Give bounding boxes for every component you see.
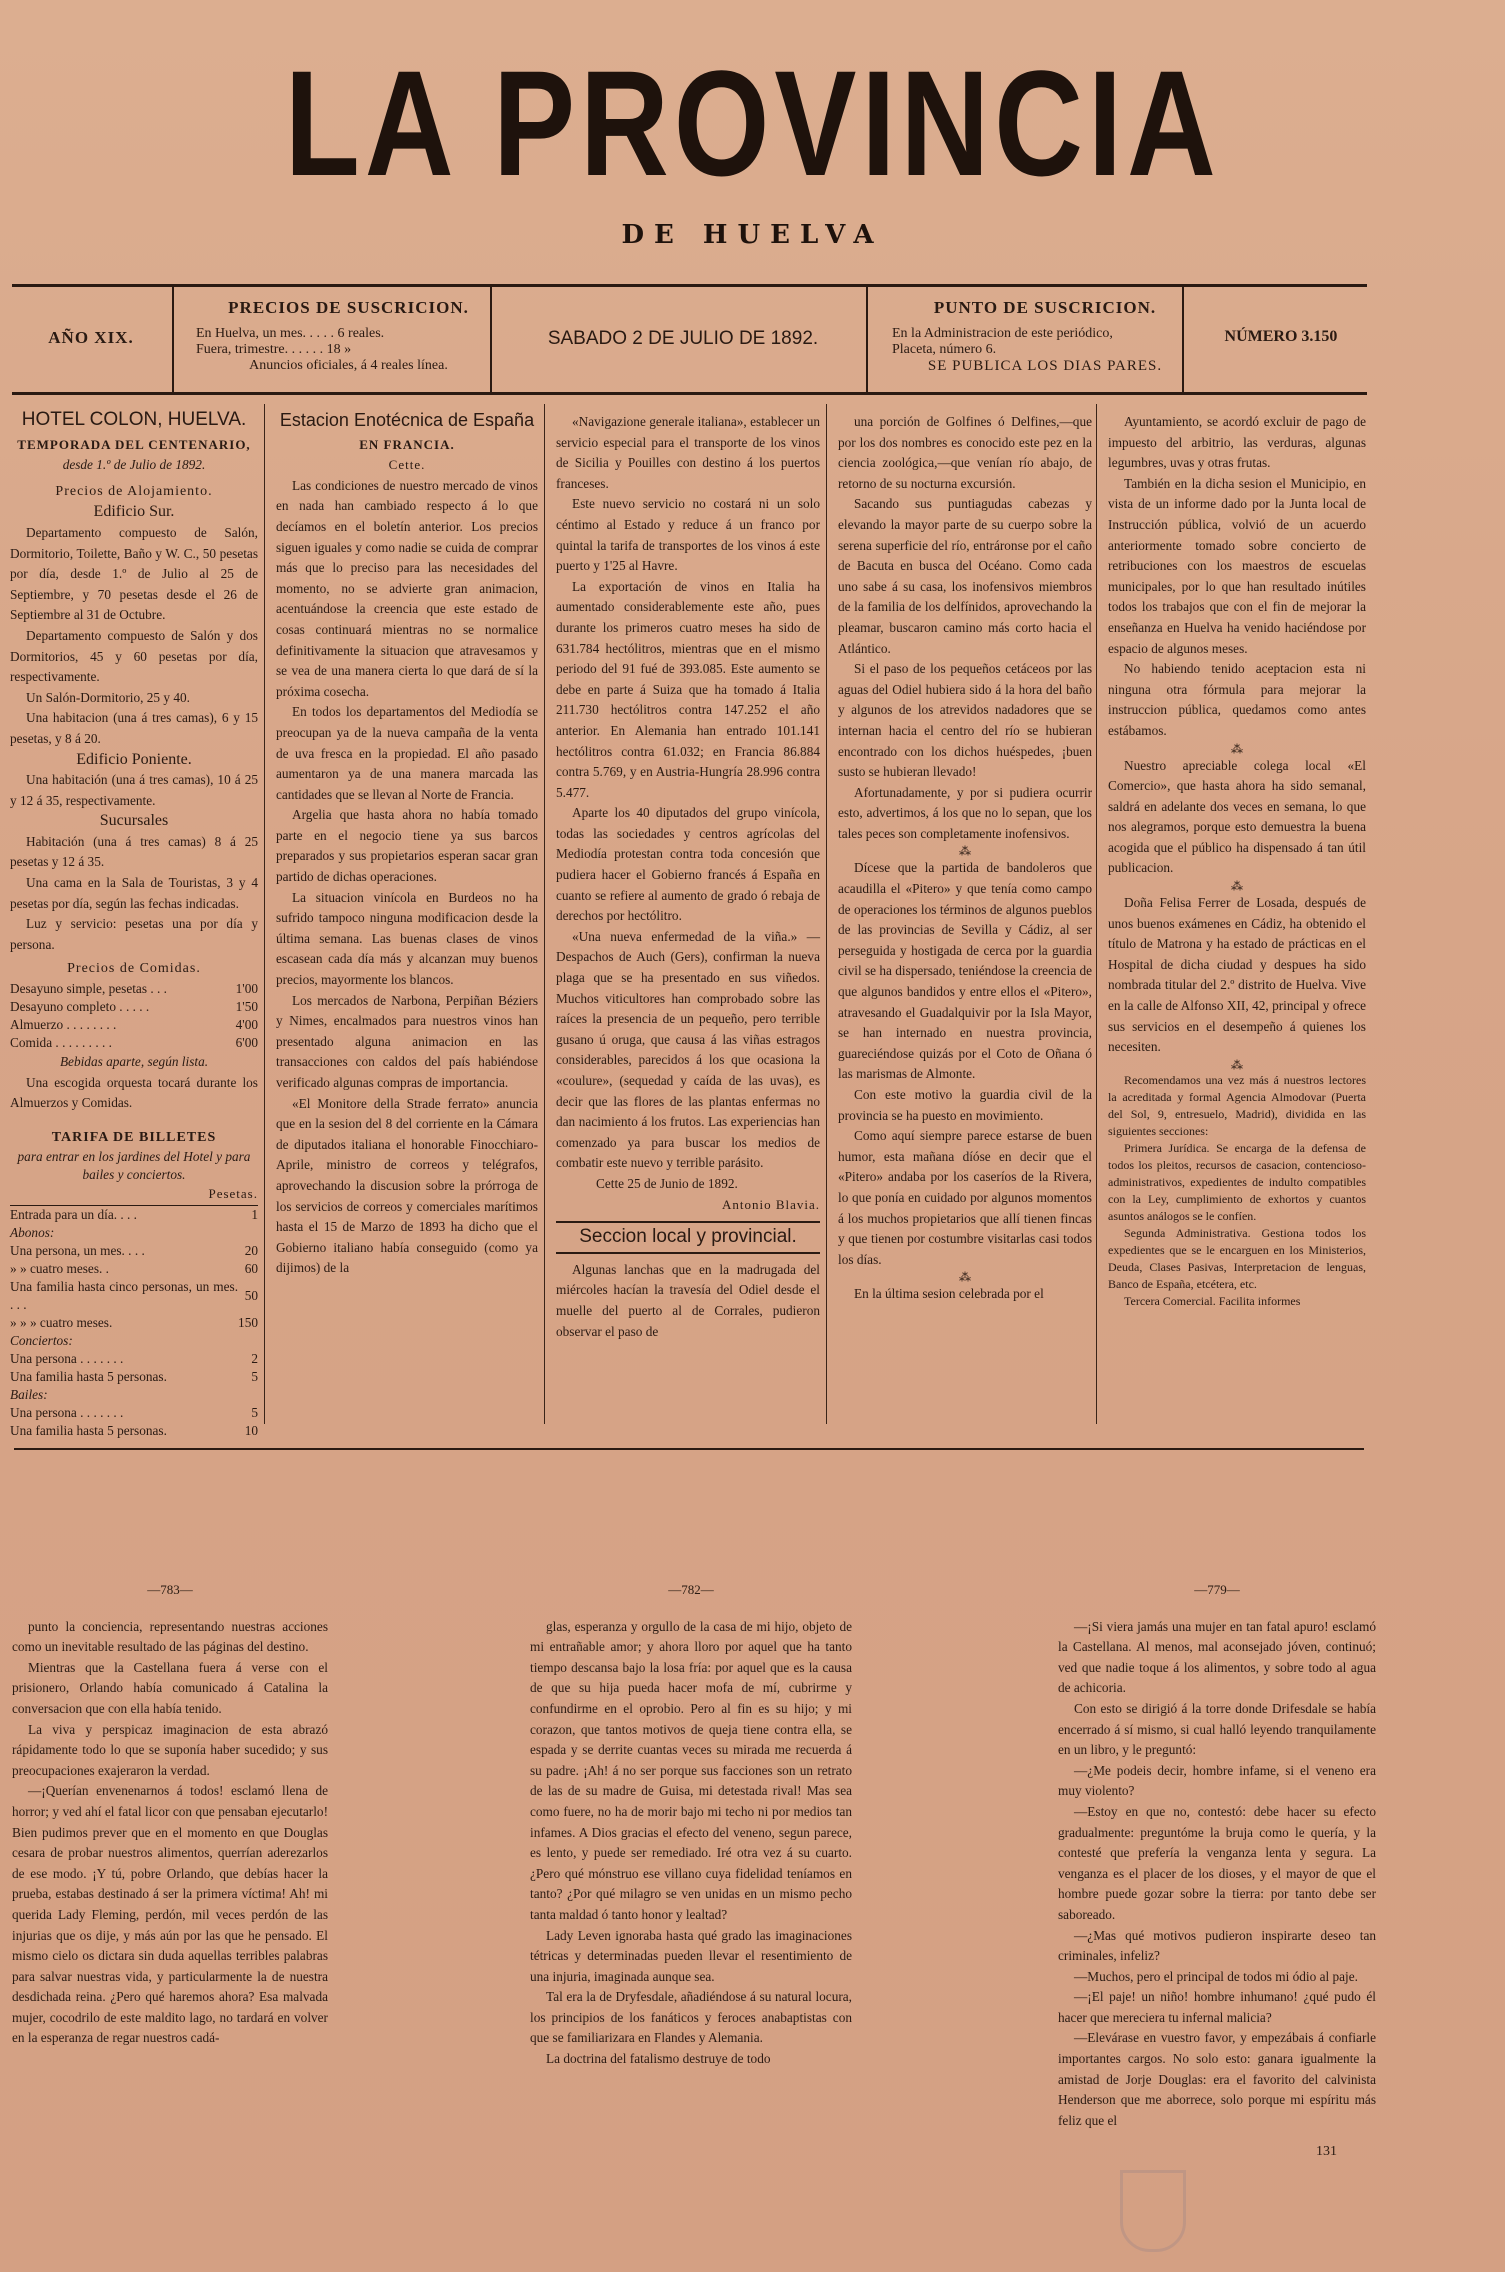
article-paragraph: No habiendo tenido aceptacion esta ni ninguna otra fórmula para mejorar la instruccion pública, quedamos como antes estábamos. <box>1108 661 1366 738</box>
serial-paragraph: Tal era la de Dryfesdale, añadiéndose á su natural locura, los principios de los fanáticos y feroces anabaptistas con que se familiarizara en Flandes y Alemania. <box>530 1989 852 2046</box>
article-author: Antonio Blavia. <box>721 1196 820 1212</box>
serial-paragraph: —Elevárase en vuestro favor, y empezábais á confiarle importantes cargos. No solo esto: ganara igualmente la amistad de Jorje Douglas: era el favorito del calvinista Henderson que me aborrece, solo porque mi espíritu más feliz que el <box>1058 2030 1376 2128</box>
table-row <box>10 1034 258 1052</box>
ticket-name: Una persona . . . . . . . <box>10 1351 124 1366</box>
pesetas-header: Pesetas. <box>10 1184 258 1206</box>
serial-paragraph: punto la conciencia, representando nuestras acciones como un inevitable resultado de las páginas del destino. <box>12 1618 328 1655</box>
ticket-name: Entrada para un día. . . . <box>10 1207 138 1222</box>
article-paragraph: La exportación de vinos en Italia ha aumentado considerablemente este año, pues durante los primeros cuatro meses ha sido de 631.784 hectólitros, mientras que en el mismo periodo del 91 fué de 393.085. Este aumento se debe en parte á Suiza que ha tomado á Italia 211.730 hectólitros contra 147.252 el año anterior. En Alemania han entrado 101.141 hectólitros contra 61.032; en Francia 86.884 contra 5.769, y en Austria-Hungría 28.996 contra 5.477. <box>556 578 820 800</box>
archive-watermark <box>1120 2170 1420 2250</box>
article-paragraph: «El Monitore della Strade ferrato» anuncia que en la sesion del 8 del corriente en la Cámara de diputados italiana el honorable Finocchiaro-Aprile, ministro de correos y telégrafos, aprovechando la discusion sobre la prórroga de los servicios de correos y comerciales marítimos hasta el 15 de Marzo de 1893 ha dicho que el Gobierno italiano había conseguido (como ya dijimos) de la <box>276 1095 538 1276</box>
meal-price: 1'00 <box>235 981 258 997</box>
article-paragraph: Este nuevo servicio no costará ni un solo céntimo al Estado y reduce á un franco por quintal la tarifa de transportes de los vinos á este puerto y 1'25 al Havre. <box>556 496 820 574</box>
price-line: Fuera, trimestre. . . . . . 18 » <box>196 342 352 357</box>
ad-paragraph: Departamento compuesto de Salón y dos Dormitorios, 45 y 60 pesetas por día, respectivamente. <box>10 627 258 685</box>
article-paragraph: una porción de Golfines ó Delfines,—que por los dos nombres es conocido este pez en la ciencia zoológica,—que venían río abajo, de retorno de su nocturna excursión. <box>838 414 1092 491</box>
branches-title: Sucursales <box>99 812 169 830</box>
ticket-name: Una persona . . . . . . . <box>10 1405 124 1420</box>
ticket-price: 60 <box>244 1261 258 1276</box>
ticket-name: Una familia hasta 5 personas. <box>10 1369 167 1384</box>
ticket-price <box>238 1386 258 1404</box>
year-cell <box>12 288 170 388</box>
ticket-price: 1 <box>251 1207 258 1222</box>
info-bar <box>12 288 1367 388</box>
ad-paragraph: Una habitacion (una á tres camas), 6 y 15 pesetas, y 8 á 20. <box>10 710 258 746</box>
table-row <box>10 1422 258 1440</box>
table-row <box>10 1404 258 1422</box>
table-row <box>10 1260 258 1278</box>
article-dateline: Cette 25 de Junio de 1892. <box>596 1175 738 1191</box>
header-bottom-rule <box>12 392 1367 395</box>
serial-page-number: —779— <box>1194 1582 1240 1597</box>
article-paragraph: Recomendamos una vez más á nuestros lectores la acreditada y formal Agencia Almodovar (Puerta del Sol, 9, entresuelo, Madrid), dividida en las siguientes secciones: <box>1108 1072 1366 1138</box>
ticket-price: 50 <box>244 1288 258 1303</box>
serial-page-number: —782— <box>668 1582 714 1597</box>
article-paragraph: Nuestro apreciable colega local «El Comercio», que hasta ahora ha sido semanal, saldrá en adelante dos veces en semana, lo que nos alegramos, porque esto demuestra la buena acogida que el público ha dispensado á tan útil publicacion. <box>1108 757 1366 876</box>
local-section-title: Seccion local y provincial. <box>556 1221 820 1254</box>
meal-name: Desayuno completo . . . . . <box>10 999 150 1015</box>
serial-paragraph: glas, esperanza y orgullo de la casa de mi hijo, objeto de mi entrañable amor; y ahora lloro por aquel que ha tanto tiempo descansa bajo la losa fría: por aquel que es la causa de que su hija pueda hacer mofa de mí, cubrirme y confundirme en el oprobio. Pero al fin es su hijo; y mi corazon, que tantos motivos de queja tiene contra ella, se espada y se derrite cuantas veces su mirada me recuerda á su padre. ¡Ah! á no ser porque sus facciones son un retrato de las de su madre de Guisa, mi detestada rival! Mas sea como fuere, no ha de morir bajo mi techo ni por medios tan infames. A Dios gracias el efecto del veneno, segun parece, es lento, y puede ser remediado. Iré otra vez á su cuarto. ¿Pero qué mónstruo ese villano cuya fidelidad teníamos en tanto? ¿Por qué milagro se ven unidas en un mismo pecho tanta maldad ó tanto honor y lealtad? <box>530 1618 852 1922</box>
ad-paragraph: Habitación (una á tres camas) 8 á 25 pesetas y 12 á 35. <box>10 833 258 870</box>
lodging-prices-title: Precios de Alojamiento. <box>55 483 213 499</box>
article-paragraph: Sacando sus puntiagudas cabezas y elevando la mayor parte de su cuerpo sobre la serena superficie del río, entráronse por el caño de Bacuta en busca del Océano. Como cada uno sabe á su casa, los inofensivos miembros de la familia de los delfínidos, aprovechando la pleamar, buscaron camino más corto hacia el Atlántico. <box>838 496 1092 656</box>
column-local-news <box>838 400 1092 1305</box>
article-paragraph: Los mercados de Narbona, Perpiñan Béziers y Nimes, encalmados para nuestros vinos han presentado alguna animacion en las transacciones con caldos del país habiéndose verificado algunas compras de importancia. <box>276 992 538 1090</box>
publication-days: SE PUBLICA LOS DIAS PARES. <box>927 358 1163 374</box>
price-line: Anuncios oficiales, á 4 reales línea. <box>249 358 448 373</box>
article-paragraph: Afortunadamente, y por si pudiera ocurrir esto, advertimos, á los que no lo sepan, que los tales peces son completamente inofensivos. <box>838 784 1092 841</box>
table-row <box>10 980 258 998</box>
serial-paragraph: La doctrina del fatalismo destruye de todo <box>546 2051 771 2067</box>
article-paragraph: Aparte los 40 diputados del grupo vinícola, todas las sociedades y centros agrícolas del Mediodía protestan contra toda concesión que pudiera hacer el Gobierno francés á España en cuanto se refiere al aumento de grado ó rebaja de derechos por hectólitro. <box>556 805 820 924</box>
section-divider <box>14 1448 1364 1450</box>
ticket-group: Abonos: <box>10 1225 55 1240</box>
issue-date: SABADO 2 DE JULIO DE 1892. <box>547 328 819 349</box>
table-row <box>10 1314 258 1332</box>
hotel-season: TEMPORADA DEL CENTENARIO, <box>17 436 251 452</box>
article-paragraph: Con este motivo la guardia civil de la provincia se ha puesto en movimiento. <box>838 1087 1092 1123</box>
table-row <box>10 1350 258 1368</box>
masthead <box>0 39 1505 250</box>
meal-price: 1'50 <box>235 999 258 1015</box>
header-top-rule <box>12 284 1367 287</box>
article-paragraph: Tercera Comercial. Facilita informes <box>1124 1293 1301 1308</box>
drinks-note: Bebidas aparte, según lista. <box>59 1054 209 1070</box>
serial-page-number: —783— <box>147 1582 193 1597</box>
serial-paragraph: —¿Me podeis decir, hombre infame, si el veneno era muy violento? <box>1058 1762 1376 1799</box>
serial-paragraph: —¡El paje! un niño! hombre inhumano! ¿qué pudo él hacer que mereciera tu infernal malicia? <box>1058 1989 1376 2025</box>
article-paragraph: También en la dicha sesion el Municipio, en vista de un informe dado por la Junta local de Instrucción pública, volvió de un acuerdo anteriormente tomado sobre concierto de retribuciones con los maestros de escuelas municipales, por lo que han resultado inútiles todos los trabajos que con el fin de mejorar la enseñanza en Huelva ha venido haciéndose por espacio de algunos meses. <box>1108 475 1366 656</box>
article-subheading: EN FRANCIA. <box>359 436 455 452</box>
article-paragraph: Las condiciones de nuestro mercado de vinos en nada han cambiado respecto á lo que decíamos en el boletín anterior. Los precios siguen iguales y como nadie se cuida de comprar más que lo preciso para las necesidades del momento, no se advierte gran animacion, acentuándose la creencia que este estado de cosas continuará mientras no se normalice definitivamente la situacion que atravesamos y se vea de una manera cierta lo que dará de sí la próxima cosecha. <box>276 477 538 699</box>
hotel-season-date: desde 1.º de Julio de 1892. <box>62 457 206 473</box>
serial-paragraph: —Estoy en que no, contestó: debe hacer su efecto gradualmente: preguntóme la bruja como le quería, y la contesté que prefería la venganza lenta y segura. La venganza es el placer de los dioses, y el mayor de que el hombre puede gozar sobre la tierra: por tanto debe ser saboreado. <box>1058 1803 1376 1922</box>
meal-name: Comida . . . . . . . . . <box>10 1035 112 1051</box>
column-vinos-local <box>556 400 820 1342</box>
serial-paragraph: Con esto se dirigió á la torre donde Drifesdale se había encerrado á sí mismo, si cual halló leyendo tranquilamente en un libro, y le preguntó: <box>1058 1700 1376 1758</box>
prices-cell <box>182 288 501 388</box>
meal-name: Almuerzo . . . . . . . . <box>10 1017 117 1033</box>
asterism-icon: ⁂ <box>1231 1057 1243 1072</box>
ticket-price: 5 <box>251 1405 258 1420</box>
serial-paragraph: Mientras que la Castellana fuera á verse con el prisionero, Orlando había comunicado á Catalina la conversacion que con ella había tenido. <box>12 1659 328 1716</box>
column-local-news-2 <box>1108 400 1366 1310</box>
ticket-name: Una familia hasta cinco personas, un mes. . . . <box>10 1279 239 1312</box>
hotel-name: HOTEL COLON, HUELVA. <box>21 409 247 430</box>
ticket-price-table <box>10 1206 258 1440</box>
article-place: Cette. <box>388 457 426 473</box>
ticket-name: » » » cuatro meses. <box>10 1315 113 1330</box>
price-line: En Huelva, un mes. . . . . 6 reales. <box>196 326 385 341</box>
ticket-name: » » cuatro meses. . <box>10 1261 109 1276</box>
ticket-group: Conciertos: <box>10 1333 73 1348</box>
ticket-name: Una familia hasta 5 personas. <box>10 1423 167 1438</box>
ticket-price: 20 <box>244 1243 258 1258</box>
article-paragraph: Primera Jurídica. Se encarga de la defensa de todos los pleitos, recursos de casacion, contencioso-administrativos, expedientes de indulto compatibles con la Ley, cumplimiento de exhortos y cuantos asuntos análogos se le confíen. <box>1108 1140 1366 1223</box>
asterism-icon: ⁂ <box>1231 879 1243 894</box>
table-row <box>10 998 258 1016</box>
serial-paragraph: —Muchos, pero el principal de todos mi ódio al paje. <box>1074 1968 1358 1984</box>
main-columns <box>10 400 1370 1440</box>
prices-heading: PRECIOS DE SUSCRICION. <box>228 298 469 317</box>
serial-paragraph: —¿Mas qué motivos pudieron inspirarte deseo tan criminales, infeliz? <box>1058 1927 1376 1964</box>
ticket-name: Una persona, un mes. . . . <box>10 1243 145 1258</box>
ad-paragraph: Una cama en la Sala de Touristas, 3 y 4 pesetas por día, según las fechas indicadas. <box>10 875 258 911</box>
article-paragraph: Ayuntamiento, se acordó excluir de pago de impuesto del arbitrio, las verduras, algunas legumbres, uvas y otras frutas. <box>1108 414 1366 471</box>
article-paragraph: Si el paso de los pequeños cetáceos por las aguas del Odiel hubiera sido á la hora del baño y algunos de los atrevidos nadadores que se internan hacia el centro del río se hubieran encontrado con los dichos huéspedes, ¡buen susto se hubieran llevado! <box>838 661 1092 780</box>
ticket-tariff-subtitle: para entrar en los jardines del Hotel y para bailes y conciertos. <box>17 1149 251 1183</box>
serial-paragraph: Lady Leven ignoraba hasta qué grado las imaginaciones tétricas y determinadas pueden llevar el resentimiento de una injuria, imaginada aunque sea. <box>530 1927 852 1984</box>
article-paragraph: Argelia que hasta ahora no había tomado parte en el negocio tiene ya sus barcos preparados y sus propietarios esperan sacar gran partido de dichas operaciones. <box>276 807 538 885</box>
ad-paragraph: Una habitación (una á tres camas), 10 á 25 y 12 á 35, respectivamente. <box>10 772 258 808</box>
serial-paragraph: La viva y perspicaz imaginacion de esta abrazó rápidamente todo lo que se suponía haber sucedido; y sus preocupaciones exajeraron la verdad. <box>12 1721 328 1778</box>
building-west-title: Edificio Poniente. <box>76 750 192 768</box>
article-paragraph: «Navigazione generale italiana», establecer un servicio especial para el transporte de los vinos de Sicilia y Pouilles con destino á los puertos franceses. <box>556 414 820 491</box>
newspaper-title: LA PROVINCIA <box>284 39 1221 207</box>
article-paragraph: «Una nueva enfermedad de la viña.» —Despachos de Auch (Gers), confirman la nueva plaga que se ha presentado en sus viñedos. Muchos viticultores han comprobado sobre las raíces la presencia de un pequeño, pero terrible gusano ú oruga, que causa á las viñas estragos considerables, parecidos á los que ocasiona la «coulure», (sequedad y caída de las uvas), es decir que las flores de las plantas enfermas no dan nacimiento á los frutos. Las experiencias han comenzado ya para buscar los medios de combatir este nuevo y terrible parásito. <box>556 928 820 1171</box>
ticket-price: 10 <box>244 1423 258 1438</box>
point-line: En la Administracion de este periódico, <box>892 326 1113 341</box>
column-enotecnica <box>276 400 538 1279</box>
ticket-tariff-title: TARIFA DE BILLETES <box>51 1129 217 1145</box>
ad-paragraph: Luz y servicio: pesetas una por día y persona. <box>10 916 258 952</box>
number-cell <box>1196 288 1366 388</box>
table-row <box>10 1386 258 1404</box>
ticket-group: Bailes: <box>10 1387 48 1402</box>
ad-paragraph: Un Salón-Dormitorio, 25 y 40. <box>26 689 190 705</box>
shield-icon <box>1120 2170 1186 2252</box>
ticket-price <box>238 1332 258 1350</box>
issue-year: AÑO XIX. <box>48 328 134 347</box>
serial-page-779 <box>1058 1580 1376 2131</box>
article-paragraph: En todos los departamentos del Mediodía se preocupan ya de la nueva campaña de la venta de uva fresca en la propiedad. El año pasado aumentaron ya de una manera marcada las cantidades que se llevan al Norte de Francia. <box>276 704 538 802</box>
building-south-title: Edificio Sur. <box>93 503 175 521</box>
point-line: Placeta, número 6. <box>892 342 997 357</box>
table-row <box>10 1206 258 1224</box>
serial-page-782 <box>530 1580 852 2070</box>
article-paragraph: En la última sesion celebrada por el <box>854 1286 1044 1302</box>
asterism-icon: ⁂ <box>959 844 971 859</box>
page-number: 131 <box>1316 2144 1337 2159</box>
column-hotel-ad <box>10 400 258 1440</box>
point-cell <box>878 288 1198 388</box>
ticket-price: 2 <box>251 1351 258 1366</box>
meal-prices-title: Precios de Comidas. <box>67 961 201 977</box>
serial-page-783 <box>12 1580 328 2049</box>
ticket-price <box>238 1224 258 1242</box>
date-cell <box>502 288 864 388</box>
article-heading: Estacion Enotécnica de España <box>279 410 535 430</box>
ad-paragraph: Una escogida orquesta tocará durante los Almuerzos y Comidas. <box>10 1074 258 1111</box>
asterism-icon: ⁂ <box>1231 741 1243 756</box>
meal-name: Desayuno simple, pesetas . . . <box>10 981 167 997</box>
serial-paragraph: —¡Querían envenenarnos á todos! esclamó llena de horror; y ved ahí el fatal licor con que pensaban ejecutarlo! Bien pudimos prever que en el momento en que Douglas cesara de probar nuestros alimentos, querrían aderezarlos de ese modo. ¡Y tú, pobre Orlando, que debías hacer la prueba, estabas destinado á ser la primera víctima! Ah! mi querida Lady Fleming, perdón, mil veces perdón de las injurias que os dije, y más aún por las que he pensado. El mismo cielo os dictara sin duda aquellas terribles palabras para salvar nuestras vida, y particularmente la de nuestra desdichada reina. ¿Pero qué haremos ahora? Esa malvada mujer, cocodrilo de este maldito lago, no tardará en volver en la esperanza de regar nuestros cadá- <box>12 1783 328 2046</box>
ad-paragraph: Departamento compuesto de Salón, Dormitorio, Toilette, Baño y W. C., 50 pesetas por día, desde 1.º de Julio al 25 de Septiembre, y 70 pesetas desde el 26 de Septiembre al 31 de Octubre. <box>10 524 258 623</box>
article-paragraph: Algunas lanchas que en la madrugada del miércoles hacían la travesía del Odiel desde el muelle del puerto al de Corrales, pudieron observar el paso de <box>556 1261 820 1339</box>
point-heading: PUNTO DE SUSCRICION. <box>933 298 1157 317</box>
table-row <box>10 1368 258 1386</box>
table-row <box>10 1278 258 1314</box>
issue-number: NÚMERO 3.150 <box>1224 328 1338 345</box>
article-paragraph: Como aquí siempre parece estarse de buen humor, esta mañana díóse en decir que el «Pitero» andaba por los caseríos de la Rivera, lo que ponía en cuidado por algunos momentos á los muchos propietarios que allí tienen fincas y que tienen por costumbre visitarlas casi todos los días. <box>838 1128 1092 1267</box>
ticket-price: 150 <box>238 1315 258 1330</box>
table-row <box>10 1224 258 1242</box>
article-paragraph: Dícese que la partida de bandoleros que acaudilla el «Pitero» y que tenía como campo de operaciones los términos de algunos pueblos de las provincias de Sevilla y Cádiz, al ser perseguida y hostigada de cerca por la guardia civil se ha dispersado, teniéndose la creencia de que algunos bandidos y entre ellos el «Pitero», atravesando el Guadalquivir por la Isla Mayor, se han internado en nuestra provincia, guareciéndose quizás por el Coto de Oñana ó las marismas de Almonte. <box>838 860 1093 1082</box>
meal-price-table <box>10 980 258 1052</box>
table-row <box>10 1242 258 1260</box>
table-row <box>10 1016 258 1034</box>
article-paragraph: Doña Felisa Ferrer de Losada, después de unos buenos exámenes en Cádiz, ha obtenido el título de Matrona y ha estado de prácticas en el Hospital de dicha ciudad y despues ha sido nombrada titular del 2.º distrito de Huelva. Vive en la calle de Alfonso XII, 42, principal y ofrece sus servicios en el desempeño á quienes los necesiten. <box>1108 895 1366 1055</box>
article-paragraph: Segunda Administrativa. Gestiona todos los expedientes que se le encarguen en los Ministerios, Deuda, Clases Pasivas, Interpretacion de lenguas, Banco de España, etcétera, etc. <box>1108 1225 1366 1291</box>
serial-paragraph: —¡Si viera jamás una mujer en tan fatal apuro! esclamó la Castellana. Al menos, mal aconsejado jóven, continuó; ved que nadie toque á los alimentos, y sobre todo al agua de achicoria. <box>1058 1618 1376 1696</box>
meal-price: 4'00 <box>235 1017 258 1033</box>
ticket-price: 5 <box>251 1369 258 1384</box>
table-row <box>10 1332 258 1350</box>
newspaper-subtitle: DE HUELVA <box>621 220 884 250</box>
article-paragraph: La situacion vinícola en Burdeos no ha sufrido tampoco ninguna modificacion desde la última semana. Las buenas clases de vinos escasean cada día más y alcanzan muy buenos precios, mayormente los blancos. <box>276 889 538 988</box>
meal-price: 6'00 <box>235 1035 258 1051</box>
asterism-icon: ⁂ <box>959 1270 971 1285</box>
